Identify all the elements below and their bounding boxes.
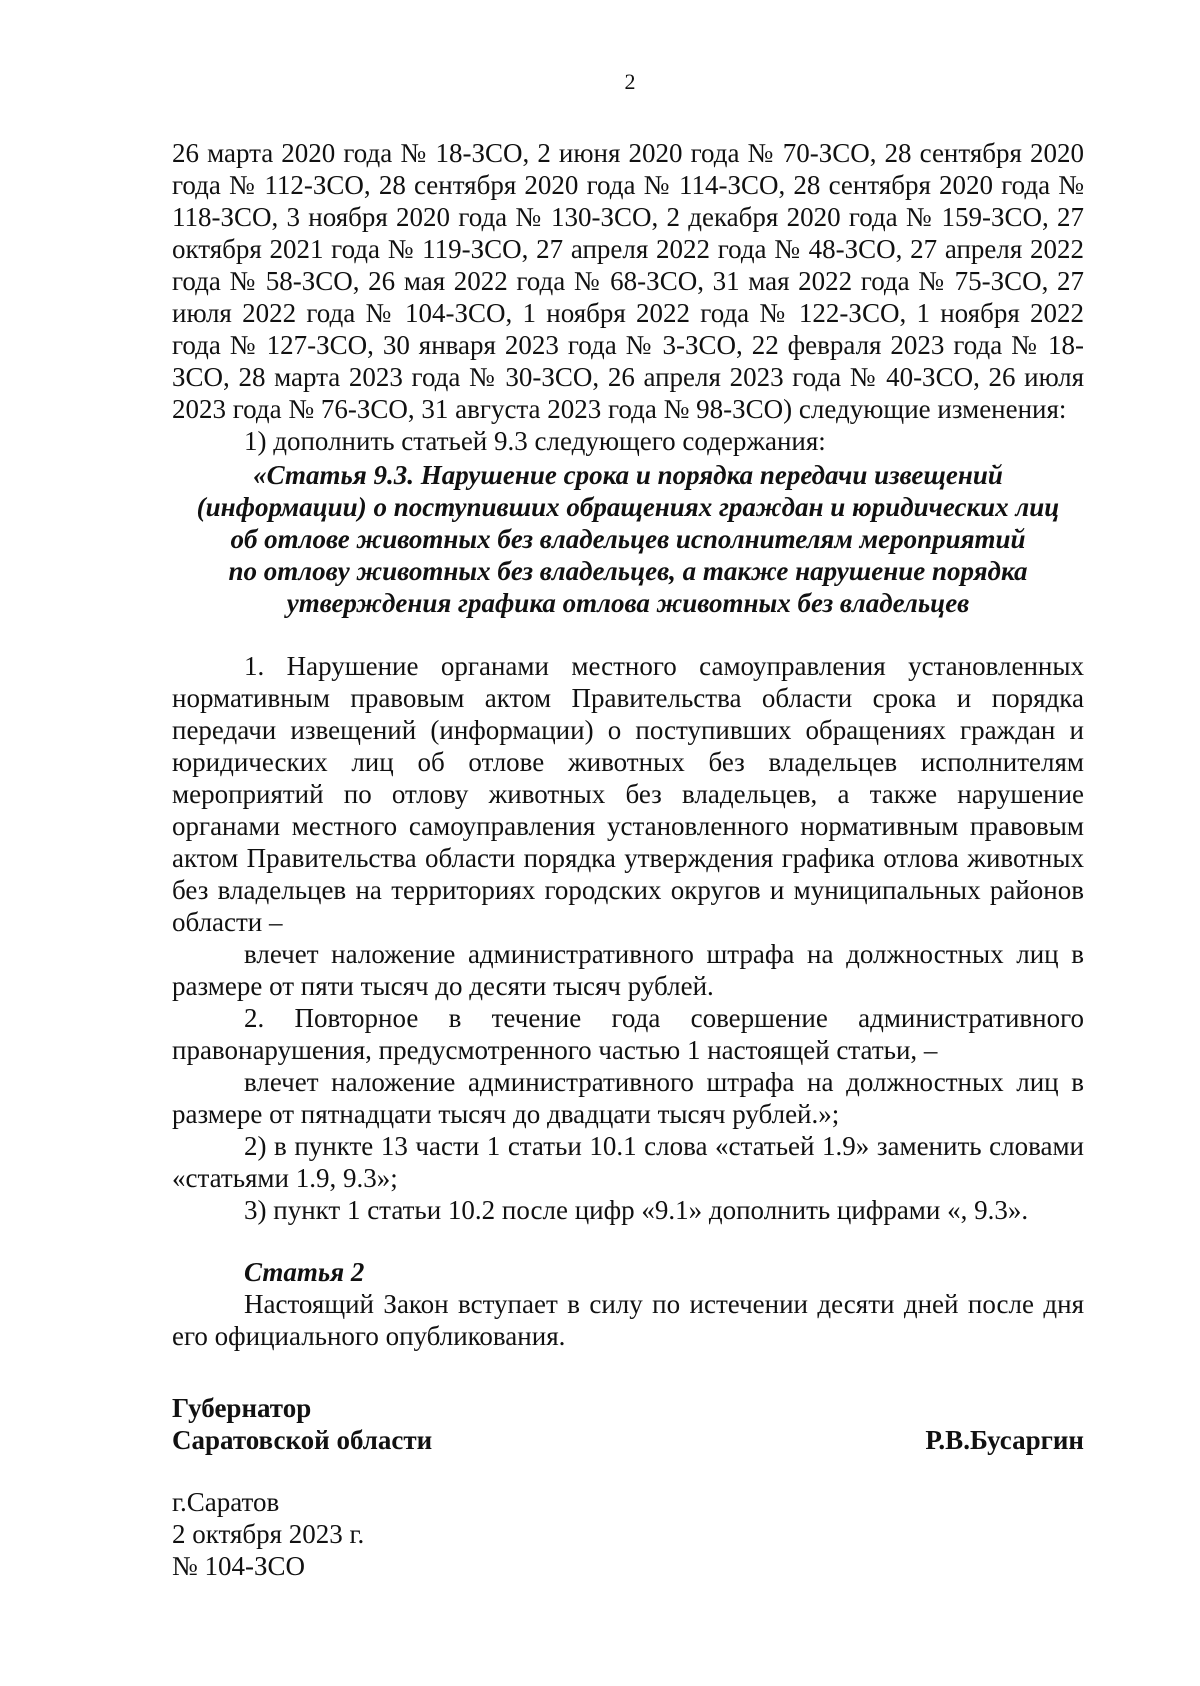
article-heading-line-4: по отлову животных без владельцев, а также нарушение порядка (228, 556, 1028, 586)
signature-title-line-2: Саратовской области (172, 1425, 433, 1455)
article-heading-line-1: «Статья 9.3. Нарушение срока и порядка передачи извещений (253, 460, 1003, 490)
article-heading-line-3: об отлове животных без владельцев исполнителям мероприятий (230, 524, 1026, 554)
page-number: 2 (624, 69, 636, 94)
article-heading-line-5: утверждения графика отлова животных без владельцев (286, 588, 970, 618)
intro-paragraph: 26 марта 2020 года № 18-ЗСО, 2 июня 2020 года № 70-ЗСО, 28 сентября 2020 года № 112-ЗСО, 28 сентября 2020 года № 114-ЗСО, 28 сентября 2020 года № 118-ЗСО, 3 ноября 2020 года № 130-ЗСО, 2 декабря 2020 года № 159-ЗСО, 27 октября 2021 года № 119-ЗСО, 27 апреля 2022 года № 48-ЗСО, 27 апреля 2022 года № 58-ЗСО, 26 мая 2022 года № 68-ЗСО, 31 мая 2022 года № 75-ЗСО, 27 июля 2022 года № 104-ЗСО, 1 ноября 2022 года № 122-ЗСО, 1 ноября 2022 года № 127-ЗСО, 30 января 2023 года № 3-ЗСО, 22 февраля 2023 года № 18-ЗСО, 28 марта 2023 года № 30-ЗСО, 26 апреля 2023 года № 40-ЗСО, 26 июля 2023 года № 76-ЗСО, 31 августа 2023 года № 98-ЗСО) следующие изменения: (172, 138, 1084, 424)
heading-spacer (172, 619, 1084, 650)
article-part-1-penalty: влечет наложение административного штрафа на должностных лиц в размере от пяти тысяч до десяти тысяч рублей. (172, 939, 1084, 1001)
article-part-2-penalty: влечет наложение административного штрафа на должностных лиц в размере от пятнадцати тысяч до двадцати тысяч рублей.»; (172, 1067, 1084, 1129)
document-body (172, 137, 1084, 1352)
item-1-intro: 1) дополнить статьей 9.3 следующего содержания: (244, 426, 826, 456)
article-2-text: Настоящий Закон вступает в силу по истечении десяти дней после дня его официального опубликования. (172, 1289, 1084, 1351)
article-part-2: 2. Повторное в течение года совершение административного правонарушения, предусмотренного частью 1 настоящей статьи, – (172, 1003, 1084, 1065)
footer-date: 2 октября 2023 г. (172, 1519, 365, 1549)
signature-title-line-1: Губернатор (172, 1393, 312, 1423)
item-2: 2) в пункте 13 части 1 статьи 10.1 слова «статьей 1.9» заменить словами «статьями 1.9, 9.3»; (172, 1131, 1084, 1193)
signature-name: Р.В.Бусаргин (925, 1425, 1084, 1455)
article-2-title: Статья 2 (244, 1257, 365, 1287)
signature-block (172, 1392, 1084, 1456)
article-part-1: 1. Нарушение органами местного самоуправления установленных нормативным правовым актом Правительства области срока и порядка передачи извещений (информации) о поступивших обращениях граждан и юридических лиц об отлове животных без владельцев исполнителям мероприятий по отлову животных без владельцев, а также нарушение органами местного самоуправления установленного нормативным правовым актом Правительства области порядка утверждения графика отлова животных без владельцев на территориях городских округов и муниципальных районов области – (172, 651, 1084, 937)
document-footer (172, 1486, 672, 1582)
article-9-3-heading (172, 459, 1084, 619)
article-heading-line-2: (информации) о поступивших обращениях граждан и юридических лиц (196, 492, 1060, 522)
item-3: 3) пункт 1 статьи 10.2 после цифр «9.1» дополнить цифрами «, 9.3». (244, 1195, 1029, 1225)
footer-city: г.Саратов (172, 1487, 280, 1517)
footer-number: № 104-ЗСО (172, 1551, 306, 1581)
